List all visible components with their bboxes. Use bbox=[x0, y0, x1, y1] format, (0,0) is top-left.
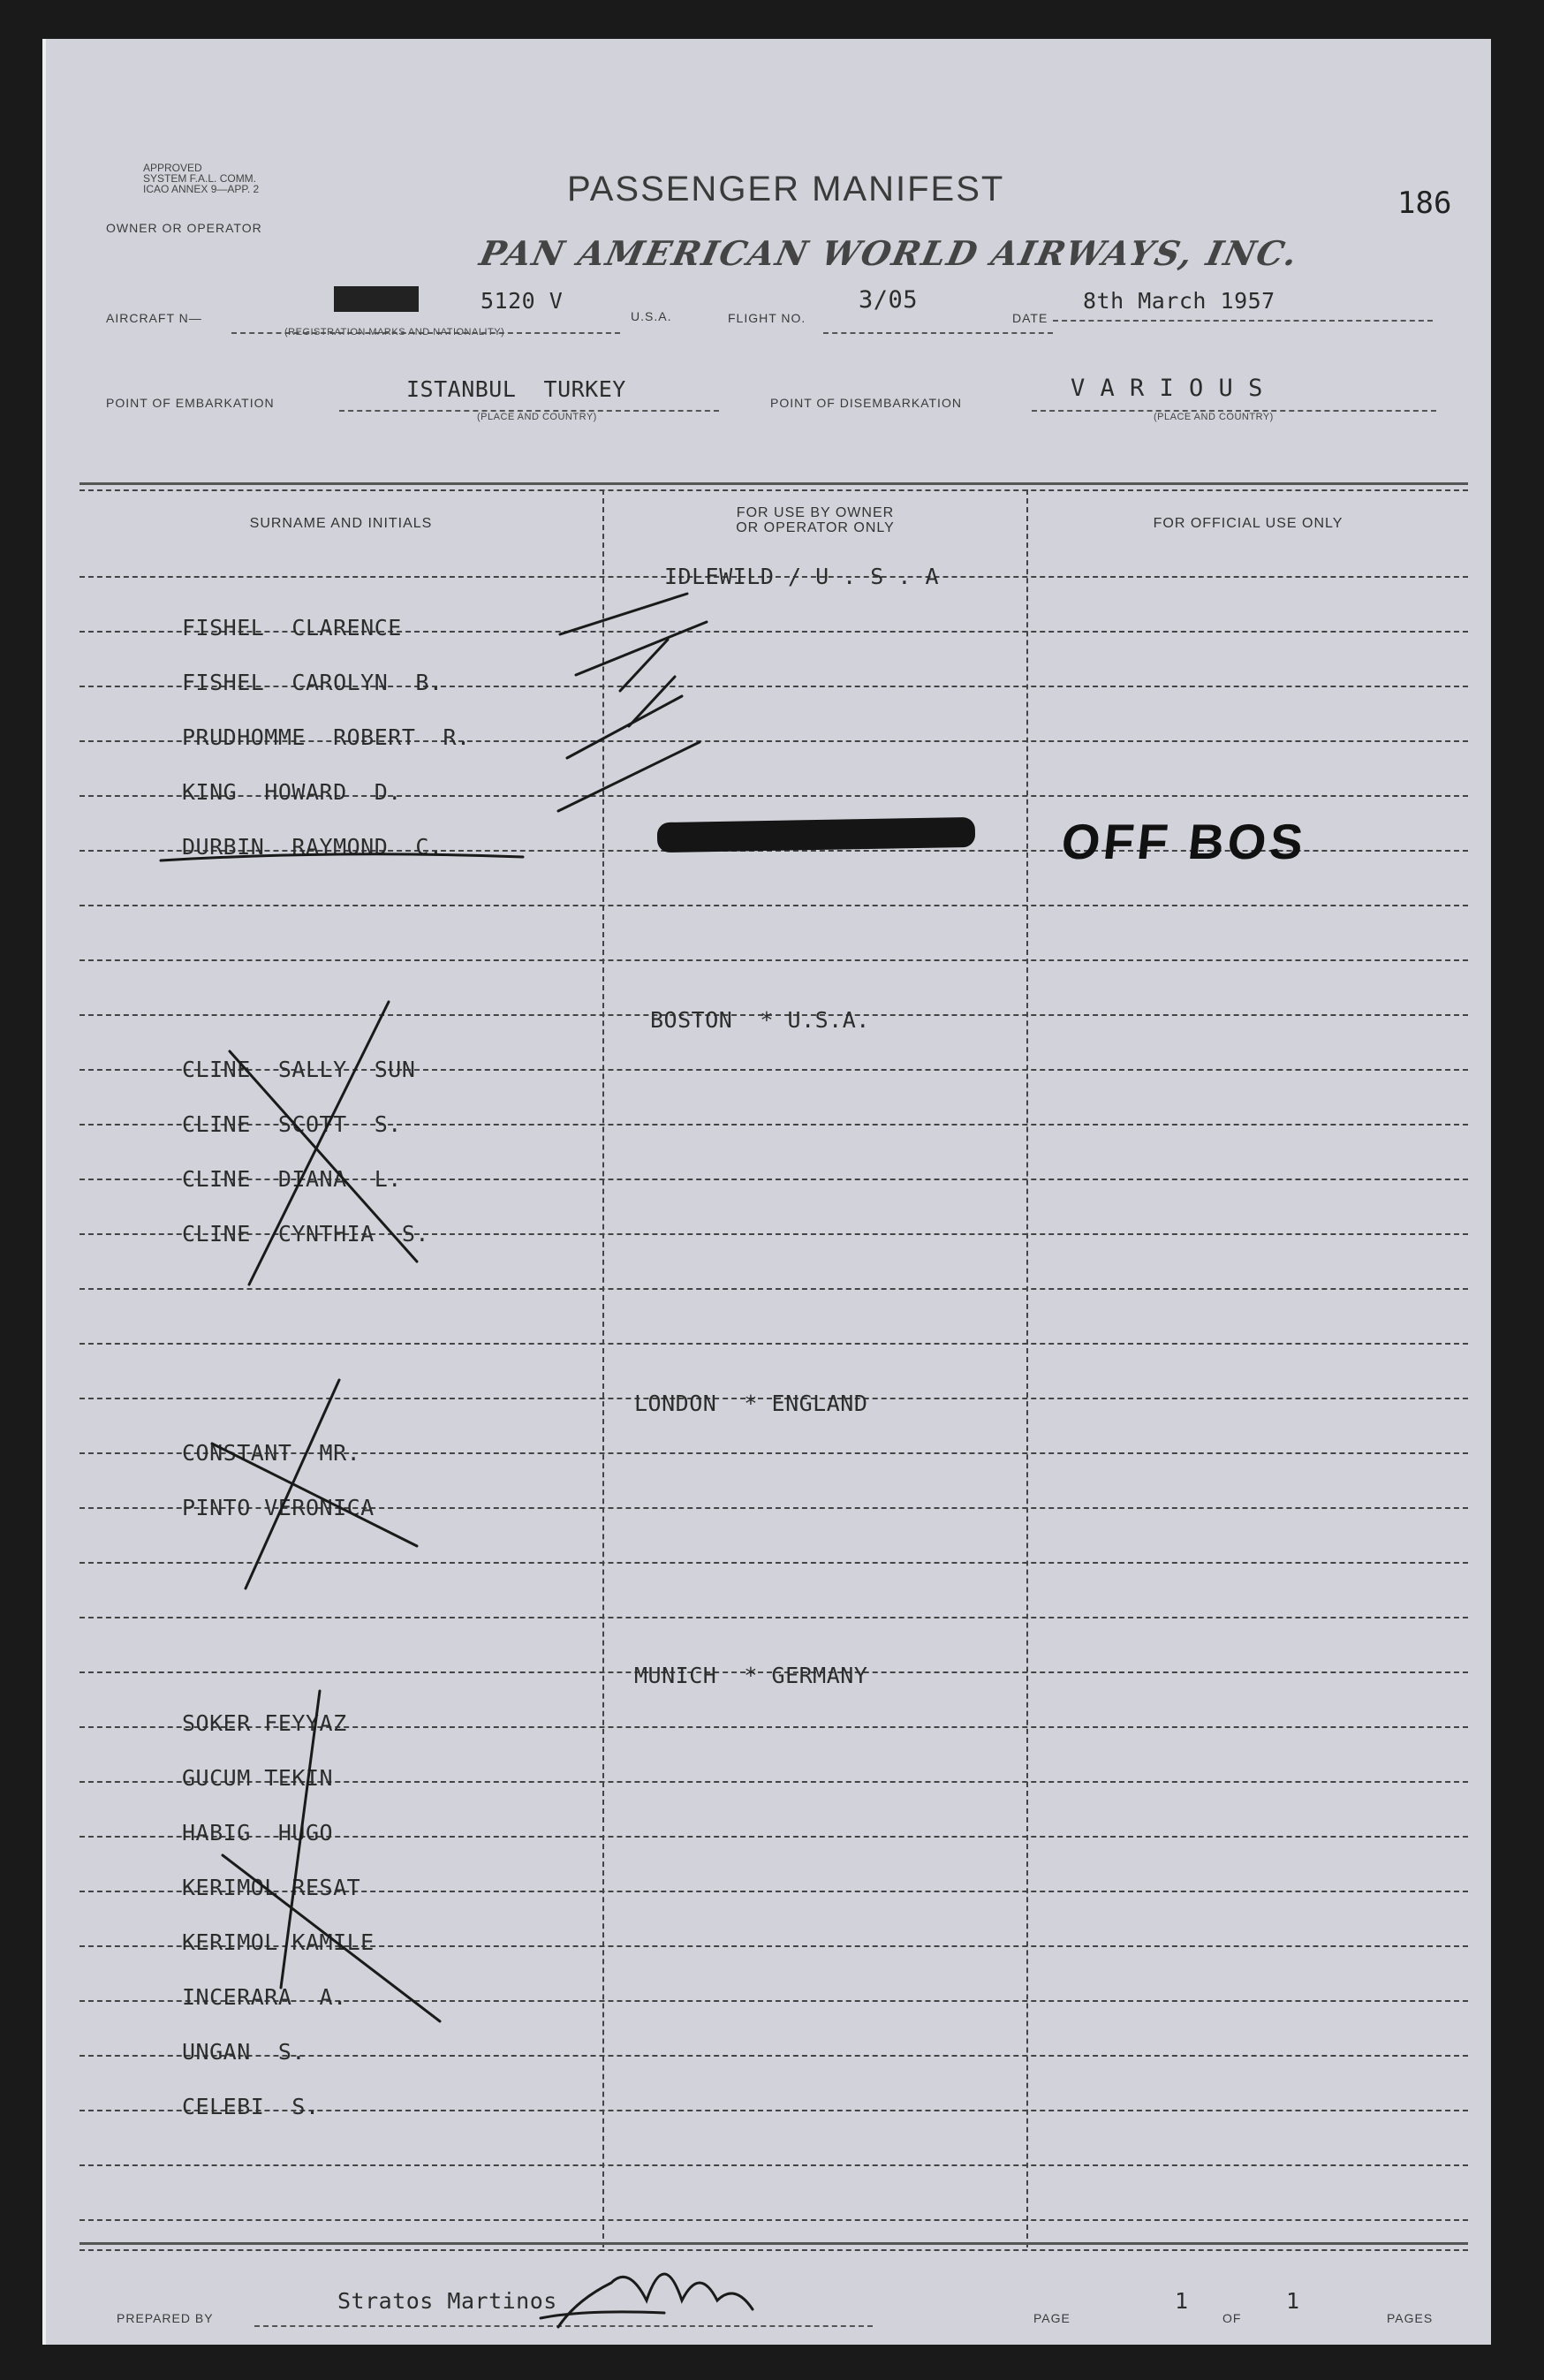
embark-value: ISTANBUL TURKEY bbox=[406, 376, 626, 402]
passenger-row: KERIMOL KAMILE bbox=[182, 1929, 375, 1955]
destination-london: LONDON * ENGLAND bbox=[634, 1391, 868, 1416]
destination-idlewild: IDLEWILD / U . S . A bbox=[664, 564, 940, 589]
passenger-row: FISHEL CAROLYN B. bbox=[182, 670, 443, 695]
airline-name: PAN AMERICAN WORLD AIRWAYS, INC. bbox=[476, 233, 1303, 273]
approval-line: ICAO ANNEX 9—APP. 2 bbox=[143, 183, 260, 195]
signature-scribble bbox=[541, 2312, 664, 2318]
passenger-row: GUCUM TEKIN bbox=[182, 1765, 334, 1791]
disembark-label: POINT OF DISEMBARKATION bbox=[770, 396, 962, 410]
date-label: DATE bbox=[1012, 311, 1048, 325]
passenger-row: UNGAN S. bbox=[182, 2039, 306, 2065]
embark-label: POINT OF EMBARKATION bbox=[106, 396, 275, 410]
passenger-row: FISHEL CLARENCE bbox=[182, 615, 402, 640]
page-number: 186 bbox=[1397, 186, 1452, 221]
passenger-row: PINTO VERONICA bbox=[182, 1495, 375, 1520]
of-label: OF bbox=[1222, 2311, 1242, 2325]
strike-line bbox=[161, 854, 523, 860]
of-value: 1 bbox=[1286, 2288, 1300, 2314]
aircraft-struck: N bbox=[334, 286, 419, 312]
embark-note: (PLACE AND COUNTRY) bbox=[477, 412, 597, 422]
pages-label: PAGES bbox=[1387, 2311, 1434, 2325]
passenger-row: SOKER FEYYAZ bbox=[182, 1710, 347, 1736]
approval-line: SYSTEM F.A.L. COMM. bbox=[143, 172, 257, 185]
owner-label: OWNER OR OPERATOR bbox=[106, 221, 262, 235]
signature-scribble bbox=[558, 2274, 753, 2327]
cross-mark bbox=[230, 1051, 417, 1262]
disembark-value: V A R I O U S bbox=[1071, 375, 1263, 402]
cross-mark bbox=[281, 1691, 320, 1988]
passenger-row: KING HOWARD D. bbox=[182, 779, 402, 805]
passenger-row-struck: DURBIN RAYMOND C. bbox=[182, 834, 443, 860]
registration-note: (REGISTRATION MARKS AND NATIONALITY) bbox=[284, 327, 505, 337]
passenger-row: CLINE CYNTHIA S. bbox=[182, 1221, 429, 1247]
tick-mark bbox=[629, 677, 675, 726]
aircraft-value: 5120 V bbox=[481, 288, 564, 314]
flight-number: 3/05 bbox=[859, 286, 919, 314]
passenger-row: CLINE SCOTT S. bbox=[182, 1111, 402, 1137]
passenger-row: CONSTANT MR. bbox=[182, 1440, 361, 1466]
flight-label: FLIGHT NO. bbox=[728, 311, 806, 325]
passenger-row: HABIG HUGO bbox=[182, 1820, 334, 1846]
cross-mark bbox=[223, 1855, 440, 2021]
cross-mark bbox=[249, 1002, 389, 1285]
col-header-official-use: FOR OFFICIAL USE ONLY bbox=[1153, 516, 1343, 531]
manifest-title: PASSENGER MANIFEST bbox=[567, 170, 1005, 208]
page-label: PAGE bbox=[1033, 2311, 1071, 2325]
pen-marks-overlay bbox=[46, 39, 1491, 2345]
approval-line: APPROVED bbox=[143, 162, 202, 174]
tick-mark bbox=[567, 696, 682, 758]
passenger-row: KERIMOL RESAT bbox=[182, 1875, 361, 1900]
col-header-surname: SURNAME AND INITIALS bbox=[249, 516, 433, 531]
manifest-page bbox=[42, 39, 1491, 2345]
passenger-row: INCERARA A. bbox=[182, 1984, 347, 2010]
disembark-note: (PLACE AND COUNTRY) bbox=[1154, 412, 1274, 422]
prepared-by: Stratos Martinos bbox=[337, 2288, 557, 2314]
passenger-row: CLINE DIANA L. bbox=[182, 1166, 402, 1192]
date-value: 8th March 1957 bbox=[1083, 288, 1275, 314]
official-note: OFF BOS bbox=[1058, 814, 1310, 869]
passenger-row: PRUDHOMME ROBERT R. bbox=[182, 724, 471, 750]
passenger-row: CLINE SALLY SUN bbox=[182, 1057, 416, 1082]
cross-mark bbox=[212, 1444, 417, 1546]
usa-label: U.S.A. bbox=[631, 309, 672, 323]
tick-mark bbox=[560, 594, 687, 634]
aircraft-label: AIRCRAFT N— bbox=[106, 311, 202, 325]
passenger-row: CELEBI S. bbox=[182, 2094, 320, 2119]
cross-mark bbox=[246, 1380, 339, 1588]
destination-boston: BOSTON * U.S.A. bbox=[650, 1007, 870, 1033]
destination-munich: MUNICH * GERMANY bbox=[634, 1663, 868, 1688]
col-header-owner-use: FOR USE BY OWNER OR OPERATOR ONLY bbox=[736, 505, 895, 535]
page-value: 1 bbox=[1175, 2288, 1189, 2314]
prepared-label: PREPARED BY bbox=[117, 2311, 214, 2325]
